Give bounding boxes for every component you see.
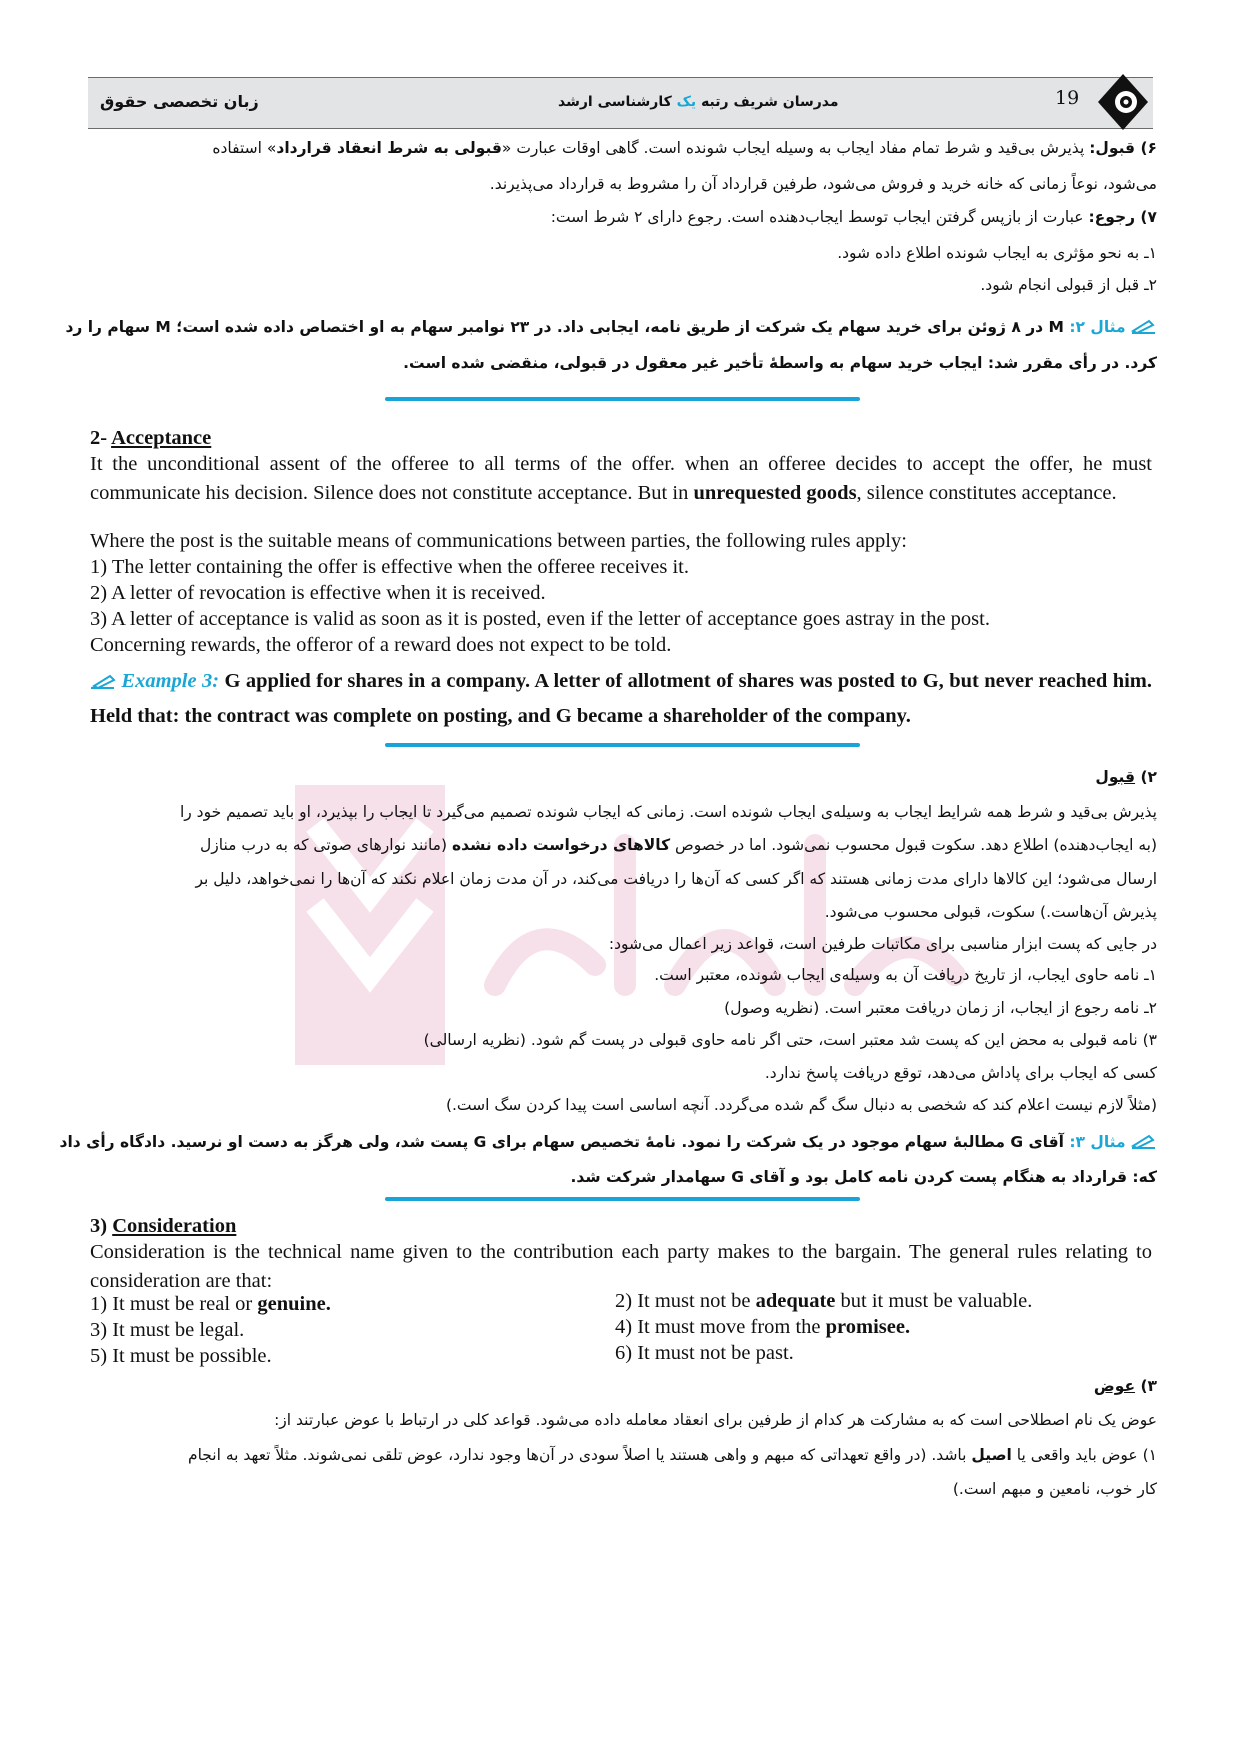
consideration-rule-1: 1) It must be real or genuine. [90,1293,331,1315]
consideration-paragraph: Consideration is the technical name given to the contribution each party makes to the bargain. The general rules relating to consideration are that: [90,1241,1152,1292]
fa-item7-condition1: ۱ـ به نحو مؤثری به ایجاب شونده اطلاع داده شود. [837,244,1157,262]
section-divider [385,1197,860,1201]
page-header [88,77,1153,129]
pen-icon [1131,318,1157,334]
consideration-rule-2: 2) It must not be adequate but it must be valuable. [615,1290,1033,1312]
consideration-rule-4: 4) It must move from the promisee. [615,1316,911,1338]
fa-consideration-heading: ۳) عوض [1093,1377,1157,1395]
acceptance-paragraph: It the unconditional assent of the offeree to all terms of the offer. when an offeree decides to accept the offer, he must communicate his decision. Silence does not constitute acceptance. But in unrequested goods, silence constitutes acceptance. [90,453,1152,504]
fa-acceptance-line5: در جایی که پست ابزار مناسبی برای مکاتبات طرفین است، قواعد زیر اعمال می‌شود: [608,935,1157,953]
example3-english: Example 3: G applied for shares in a company. A letter of allotment of shares was posted to G, but never reached him. Held that: the contract was complete on posting, and G became a shareholder of the company. [90,670,1152,727]
fa-acceptance-line7: ۲ـ نامه رجوع از ایجاب، از زمان دریافت معتبر است. (نظریه وصول) [724,999,1157,1017]
fa-example3-line2: که: قرارداد به هنگام پست کردن نامه کامل بود و آقای G سهامدار شرکت شد. [570,1168,1157,1186]
fa-example2-line2: کرد. در رأی مقرر شد: ایجاب خرید سهام به واسطهٔ تأخیر غیر معقول در قبولی، منقضی شده است. [403,354,1157,372]
acceptance-rule-1: 1) The letter containing the offer is effective when the offeree receives it. [90,556,689,578]
section-divider [385,743,860,747]
acceptance-heading: 2- Acceptance [90,427,212,449]
section-divider [385,397,860,401]
publisher-logo-icon [1098,72,1148,132]
fa-acceptance-line2: (به ایجاب‌دهنده) اطلاع دهد. سکوت قبول محسوب نمی‌شود. اما در خصوص کالاهای درخواست داده نشده (مانند نوارهای صوتی که به درب منازل [199,836,1157,854]
fa-acceptance-heading: ۲) قبول [1095,768,1157,786]
header-tagline: مدرسان شریف رتبه یک کارشناسی ارشد [558,94,839,110]
page-number: 19 [1055,87,1080,109]
fa-acceptance-line6: ۱ـ نامه حاوی ایجاب، از تاریخ دریافت آن به وسیله‌ی ایجاب شونده، معتبر است. [654,966,1157,984]
consideration-rule-6: 6) It must not be past. [615,1342,794,1364]
fa-consideration-line2: ۱) عوض باید واقعی یا اصیل باشد. (در واقع تعهداتی که مبهم و واهی هستند یا اصلاً سودی در آن‌ها وجود ندارد، عوض تلقی نمی‌شوند. مثلاً تعهد به انجام [187,1446,1157,1464]
pen-icon [90,673,116,689]
acceptance-rewards: Concerning rewards, the offeror of a reward does not expect to be told. [90,634,672,656]
fa-consideration-line3: کار خوب، نامعین و مبهم است.) [952,1480,1157,1498]
consideration-rule-3: 3) It must be legal. [90,1319,245,1341]
fa-example3-line1: مثال ۳: آقای G مطالبهٔ سهام موجود در یک شرکت را نمود. نامهٔ تخصیص سهام برای G پست شد، ولی هرگز به دست او نرسید. دادگاه رأی داد [97,1125,1157,1159]
pen-icon [1131,1133,1157,1149]
fa-consideration-line1: عوض یک نام اصطلاحی است که به مشارکت هر کدام از طرفین برای انعقاد معامله داده می‌شود. قواعد کلی در ارتباط با عوض عبارتند از: [274,1411,1157,1429]
fa-acceptance-line8: ۳) نامه قبولی به محض این که پست شد معتبر است، حتی اگر نامه حاوی قبولی در پست گم شود. (نظریه ارسالی) [423,1031,1157,1049]
fa-item6-line1: ۶) قبول: پذیرش بی‌قید و شرط تمام مفاد ایجاب به وسیله ایجاب شونده است. گاهی اوقات عبارت «قبولی به شرط انعقاد قرارداد» استفاده [212,139,1157,157]
book-title: زبان تخصصی حقوق [100,92,259,111]
acceptance-rule-2: 2) A letter of revocation is effective when it is received. [90,582,546,604]
acceptance-rule-3: 3) A letter of acceptance is valid as soon as it is posted, even if the letter of acceptance goes astray in the post. [90,608,990,630]
fa-item6-line2: می‌شود، نوعاً زمانی که خانه خرید و فروش می‌شود، طرفین قرارداد آن را مشروط به قرارداد می‌پذیرند. [489,175,1157,193]
fa-item7: ۷) رجوع: عبارت از بازپس گرفتن ایجاب توسط ایجاب‌دهنده است. رجوع دارای ۲ شرط است: [550,208,1157,226]
consideration-rule-5: 5) It must be possible. [90,1345,272,1367]
fa-acceptance-line1: پذیرش بی‌قید و شرط همه شرایط ایجاب به وسیله‌ی ایجاب شونده است. زمانی که ایجاب شونده تصمیم می‌گیرد تا ایجاب را بپذیرد، او باید تصمیم خود را [179,803,1157,821]
consideration-heading: 3) Consideration [90,1215,237,1237]
fa-example2-line1: مثال ۲: M در ۸ ژوئن برای خرید سهام یک شرکت از طریق نامه، ایجابی داد. در ۲۳ نوامبر سهام به او اختصاص داده شده است؛ M سهام را رد [97,310,1157,344]
acceptance-post-rules-intro: Where the post is the suitable means of communications between parties, the following rules apply: [90,530,907,552]
fa-acceptance-line3: ارسال می‌شود؛ این کالاها دارای مدت زمانی هستند که اگر کسی که آن‌ها را دریافت می‌کند، در آن مدت زمان اعلام نکند که آن‌ها را نمی‌خواهد، دلیل بر [195,870,1157,888]
fa-acceptance-line9: کسی که ایجاب برای پاداش می‌دهد، توقع دریافت پاسخ ندارد. [764,1064,1157,1082]
fa-acceptance-line10: (مثلاً لازم نیست اعلام کند که شخصی به دنبال سگ گم شده می‌گردد. آنچه اساسی است پیدا کردن سگ است.) [445,1096,1157,1114]
fa-acceptance-line4: پذیرش آن‌هاست.) سکوت، قبولی محسوب می‌شود. [824,903,1157,921]
fa-item7-condition2: ۲ـ قبل از قبولی انجام شود. [980,276,1157,294]
